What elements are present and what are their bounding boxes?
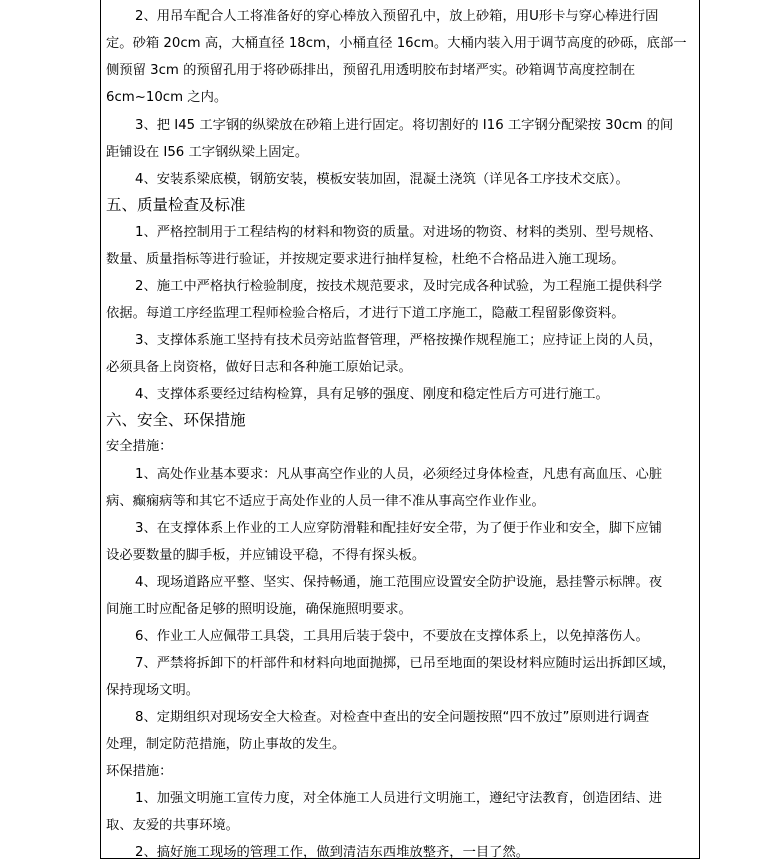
text-line: 6cm~10cm 之内。 xyxy=(106,90,228,105)
text-line: 依据。每道工序经监理工程师检验合格后，才进行下道工序施工，隐蔽工程留影像资料。 xyxy=(106,306,625,321)
text-line: 2、用吊车配合人工将准备好的穿心棒放入预留孔中，放上砂箱，用U形卡与穿心棒进行固 xyxy=(135,9,659,24)
text-line: 6、作业工人应佩带工具袋，工具用后装于袋中，不要放在支撑体系上，以免掉落伤人。 xyxy=(135,629,649,644)
text-line: 4、现场道路应平整、坚实、保持畅通，施工范围应设置安全防护设施，悬挂警示标牌。夜 xyxy=(135,575,663,590)
text-line: 侧预留 3cm 的预留孔用于将砂砾排出，预留孔用透明胶布封堵严实。砂箱调节高度控制在 xyxy=(106,63,636,78)
text-line: 处理，制定防范措施，防止事故的发生。 xyxy=(106,737,346,752)
section-heading: 五、质量检查及标准 xyxy=(106,196,246,214)
text-line: 3、在支撑体系上作业的工人应穿防滑鞋和配挂好安全带，为了便于作业和安全，脚下应铺 xyxy=(135,521,663,536)
text-line: 1、加强文明施工宣传力度，对全体施工人员进行文明施工，遵纪守法教育，创造团结、进 xyxy=(135,791,663,806)
text-line: 3、把 I45 工字钢的纵梁放在砂箱上进行固定。将切割好的 I16 工字钢分配梁按 30cm 的间 xyxy=(135,118,674,133)
text-line: 1、高处作业基本要求：凡从事高空作业的人员，必须经过身体检查，凡患有高血压、心脏 xyxy=(135,467,663,482)
text-line: 距铺设在 I56 工字钢纵梁上固定。 xyxy=(106,145,309,160)
text-line: 数量、质量指标等进行验证，并按规定要求进行抽样复检，杜绝不合格品进入施工现场。 xyxy=(106,252,625,267)
subsection-label: 安全措施： xyxy=(106,439,173,454)
text-line: 2、搞好施工现场的管理工作，做到清洁东西堆放整齐，一目了然。 xyxy=(135,845,530,860)
text-line: 取、友爱的共事环境。 xyxy=(106,818,239,833)
text-line: 设必要数量的脚手板，并应铺设平稳，不得有探头板。 xyxy=(106,548,426,563)
text-line: 3、支撑体系施工坚持有技术员旁站监督管理，严格按操作规程施工；应持证上岗的人员， xyxy=(135,333,663,348)
section-heading: 六、安全、环保措施 xyxy=(106,411,246,429)
text-line: 7、严禁将拆卸下的杆部件和材料向地面抛掷，已吊至地面的架设材料应随时运出拆卸区域， xyxy=(135,656,676,671)
text-line: 必须具备上岗资格，做好日志和各种施工原始记录。 xyxy=(106,360,412,375)
text-line: 定。砂箱 20cm 高，大桶直径 18cm，小桶直径 16cm。大桶内装入用于调节高度的砂砾，底部一 xyxy=(106,36,687,51)
text-line: 4、安装系梁底模，钢筋安装，模板安装加固，混凝土浇筑（详见各工序技术交底）。 xyxy=(135,172,629,187)
text-line: 病、癫痫病等和其它不适应于高处作业的人员一律不准从事高空作业作业。 xyxy=(106,494,545,509)
text-line: 间施工时应配备足够的照明设施，确保施照明要求。 xyxy=(106,602,412,617)
text-line: 保持现场文明。 xyxy=(106,683,200,698)
text-line: 2、施工中严格执行检验制度，按技术规范要求，及时完成各种试验，为工程施工提供科学 xyxy=(135,279,663,294)
text-line: 1、严格控制用于工程结构的材料和物资的质量。对进场的物资、材料的类别、型号规格、 xyxy=(135,225,663,240)
text-line: 4、支撑体系要经过结构检算，具有足够的强度、刚度和稳定性后方可进行施工。 xyxy=(135,387,609,402)
subsection-label: 环保措施： xyxy=(106,764,173,779)
text-line: 8、定期组织对现场安全大检查。对检查中查出的安全问题按照“四不放过”原则进行调查 xyxy=(135,710,650,725)
